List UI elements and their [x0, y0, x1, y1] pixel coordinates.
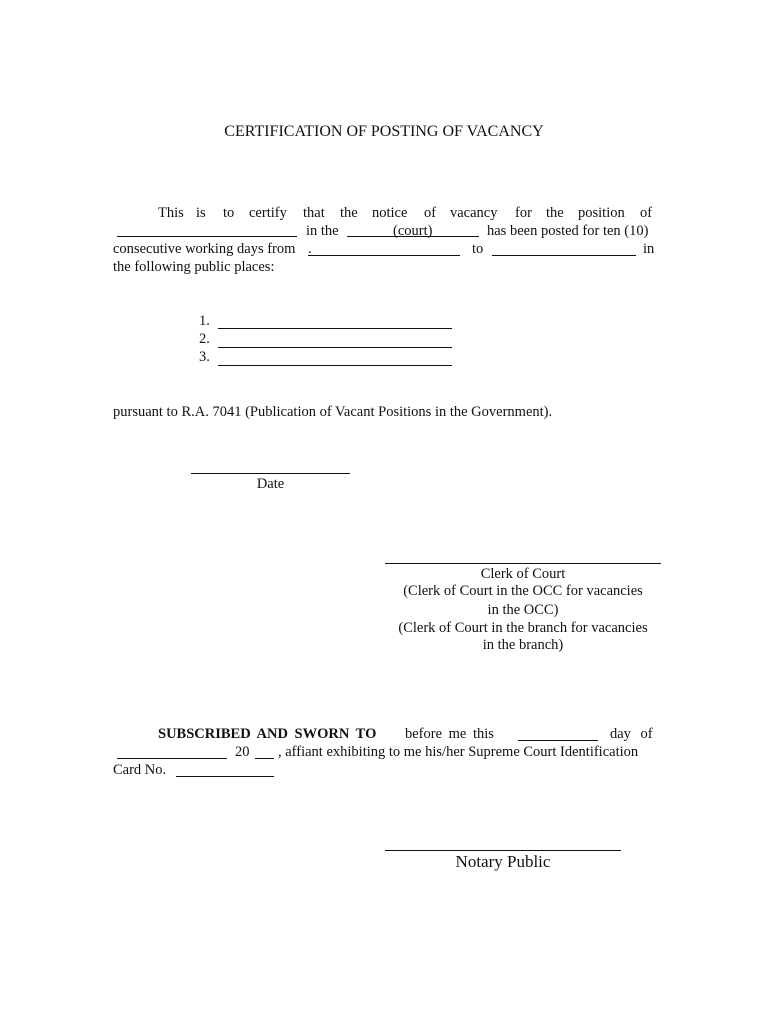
body-word: is — [196, 205, 206, 221]
year-blank[interactable] — [255, 758, 274, 759]
clerk-note: (Clerk of Court in the OCC for vacancies — [403, 583, 643, 599]
month-blank[interactable] — [117, 758, 227, 759]
day-blank[interactable] — [518, 740, 598, 741]
body-word: that — [303, 205, 325, 221]
body-word: the — [340, 205, 358, 221]
body-word: of — [640, 205, 653, 221]
day-of-text: day of — [610, 726, 653, 742]
notary-label: Notary Public — [455, 852, 551, 871]
place-3-blank[interactable] — [218, 365, 452, 366]
body-word: the — [546, 205, 564, 221]
place-2-blank[interactable] — [218, 347, 452, 348]
in-the-text: in the — [306, 223, 339, 239]
place-1-blank[interactable] — [218, 328, 452, 329]
body-word: to — [223, 205, 235, 221]
body-word: position — [578, 205, 625, 221]
place-number: 2. — [199, 331, 210, 347]
posted-for-text: has been posted for ten (10) — [487, 223, 649, 239]
clerk-note: in the branch) — [482, 637, 564, 653]
body-word: notice — [372, 205, 408, 221]
to-text: to — [472, 241, 484, 257]
dot-mark: . — [308, 241, 312, 257]
date-label: Date — [256, 476, 285, 492]
body-word: vacancy — [450, 205, 498, 221]
from-date-blank[interactable] — [308, 255, 460, 256]
position-blank[interactable] — [117, 236, 297, 237]
card-no-blank[interactable] — [176, 776, 274, 777]
pursuant-text: pursuant to R.A. 7041 (Publication of Vacant Positions in the Government). — [113, 404, 553, 420]
place-number: 3. — [199, 349, 210, 365]
court-placeholder: (court) — [393, 223, 433, 239]
notary-signature-line[interactable] — [385, 850, 621, 851]
card-no-text: Card No. — [113, 762, 167, 778]
consecutive-text: consecutive working days from — [113, 241, 296, 257]
in-text: in — [643, 241, 655, 257]
sworn-heading: SUBSCRIBED AND SWORN TO — [158, 726, 377, 742]
document-title: CERTIFICATION OF POSTING OF VACANCY — [224, 123, 544, 140]
year-prefix: 20 — [235, 744, 250, 760]
body-word: certify — [249, 205, 287, 221]
before-me-text: before me this — [405, 726, 494, 742]
to-date-blank[interactable] — [492, 255, 636, 256]
place-number: 1. — [199, 313, 210, 329]
clerk-signature-line[interactable] — [385, 563, 661, 564]
date-signature-line[interactable] — [191, 473, 350, 474]
clerk-note: in the OCC) — [487, 602, 559, 618]
clerk-note: (Clerk of Court in the branch for vacancies — [398, 620, 648, 636]
following-text: the following public places: — [113, 259, 275, 275]
clerk-title: Clerk of Court — [480, 566, 566, 582]
body-word: This — [158, 205, 184, 221]
body-word: of — [424, 205, 437, 221]
body-word: for — [515, 205, 532, 221]
affiant-text: , affiant exhibiting to me his/her Supreme Court Identification — [278, 744, 639, 760]
